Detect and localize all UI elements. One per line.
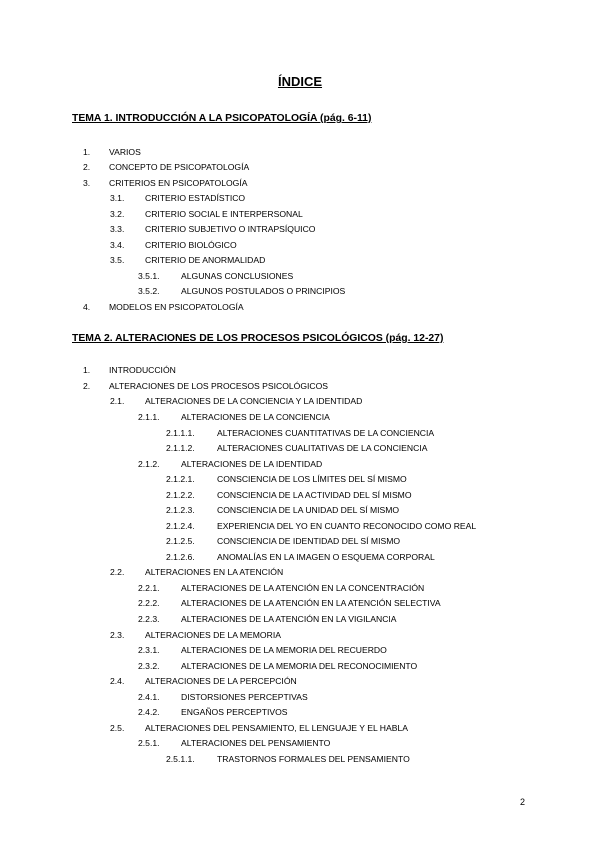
page-number: 2	[520, 797, 526, 807]
tema-2-heading: TEMA 2. ALTERACIONES DE LOS PROCESOS PSICOLÓGICOS (pág. 12-27)	[72, 333, 444, 344]
page-title: ÍNDICE	[277, 74, 323, 89]
tema-1-heading: TEMA 1. INTRODUCCIÓN A LA PSICOPATOLOGÍA (pág. 6-11)	[72, 113, 372, 124]
